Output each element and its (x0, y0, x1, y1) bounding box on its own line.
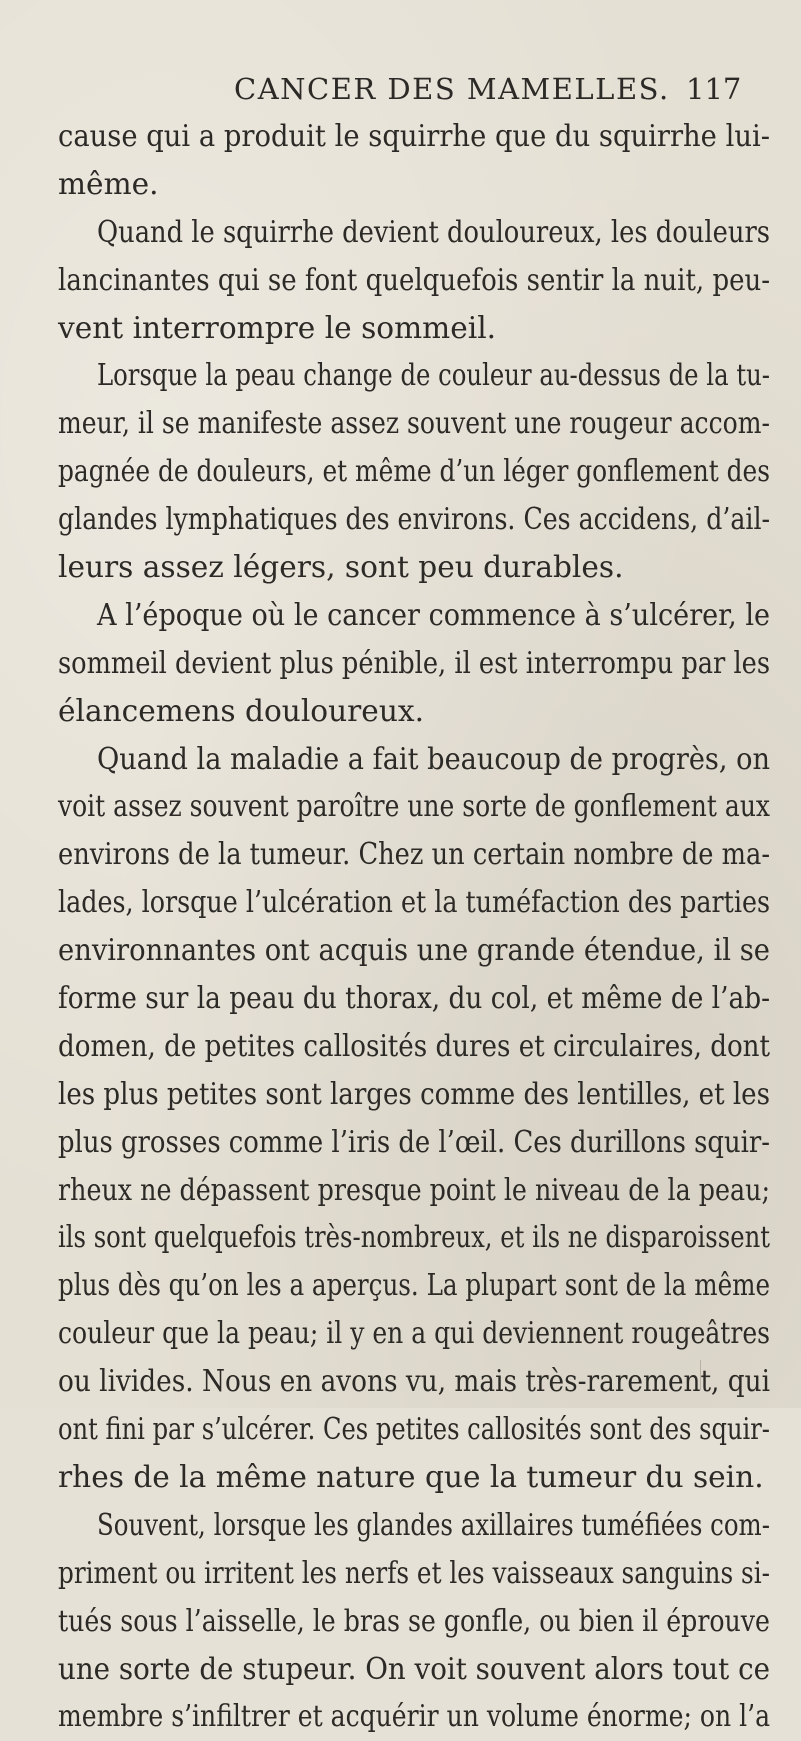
text-line: lades, lorsque l’ulcération et la tuméfaction des parties (58, 885, 771, 920)
text-line: Quand la maladie a fait beaucoup de progrès, on (97, 741, 771, 776)
text-line: les plus petites sont larges comme des lentilles, et les (58, 1076, 770, 1111)
text-line: Quand le squirrhe devient douloureux, les douleurs (97, 214, 770, 249)
text-line: sommeil devient plus pénible, il est interrompu par les (58, 645, 771, 680)
text-line: une sorte de stupeur. On voit souvent alors tout ce (58, 1651, 770, 1686)
text-line: cause qui a produit le squirrhe que du squirrhe lui- (58, 119, 770, 153)
text-line: priment ou irritent les nerfs et les vaisseaux sanguins si- (58, 1555, 770, 1590)
text-line: tués sous l’aisselle, le bras se gonfle, ou bien il éprouve (58, 1603, 770, 1638)
text-line: élancemens douloureux. (58, 693, 424, 728)
page-header (0, 72, 801, 112)
paper-mark (700, 1360, 741, 1390)
page-number: 117 (686, 72, 742, 106)
text-line: A l’époque où le cancer commence à s’ulcérer, le (97, 597, 771, 632)
text-line: même. (58, 166, 159, 201)
text-line: domen, de petites callosités dures et circulaires, dont (58, 1028, 771, 1063)
text-line: Lorsque la peau change de couleur au-dessus de la tu- (97, 358, 771, 393)
text-line: lancinantes qui se font quelquefois sentir la nuit, peu- (58, 262, 771, 297)
text-line: ont fini par s’ulcérer. Ces petites callosités sont des squir- (58, 1412, 770, 1447)
text-line: ou livides. Nous en avons vu, mais très-rarement, qui (58, 1364, 771, 1399)
running-head: CANCER DES MAMELLES. (234, 72, 670, 106)
text-line: meur, il se manifeste assez souvent une rougeur accom- (58, 406, 770, 441)
text-line: leurs assez légers, sont peu durables. (58, 550, 624, 585)
text-line: vent interrompre le sommeil. (58, 310, 497, 345)
text-line: environs de la tumeur. Chez un certain nombre de ma- (58, 837, 771, 872)
text-line: rhes de la même nature que la tumeur du sein. (58, 1459, 764, 1494)
text-line: plus grosses comme l’iris de l’œil. Ces durillons squir- (58, 1124, 771, 1159)
text-line: voit assez souvent paroître une sorte de gonflement aux (58, 789, 771, 824)
text-line: glandes lymphatiques des environs. Ces accidens, d’ail- (58, 502, 771, 537)
text-line: forme sur la peau du thorax, du col, et même de l’ab- (58, 981, 771, 1016)
text-line: plus dès qu’on les a aperçus. La plupart sont de la même (58, 1268, 771, 1303)
body-text (58, 113, 770, 1741)
text-line: couleur que la peau; il y en a qui deviennent rougeâtres (58, 1316, 770, 1351)
text-line: ils sont quelquefois très-nombreux, et ils ne disparoissent (58, 1220, 770, 1255)
text-line: rheux ne dépassent presque point le niveau de la peau; (58, 1172, 771, 1207)
text-line: environnantes ont acquis une grande étendue, il se (58, 933, 770, 968)
text-line: membre s’infiltrer et acquérir un volume énorme; on l’a (58, 1699, 771, 1734)
text-line: pagnée de douleurs, et même d’un léger gonflement des (58, 454, 770, 489)
text-line: Souvent, lorsque les glandes axillaires tuméfiées com- (97, 1507, 770, 1542)
